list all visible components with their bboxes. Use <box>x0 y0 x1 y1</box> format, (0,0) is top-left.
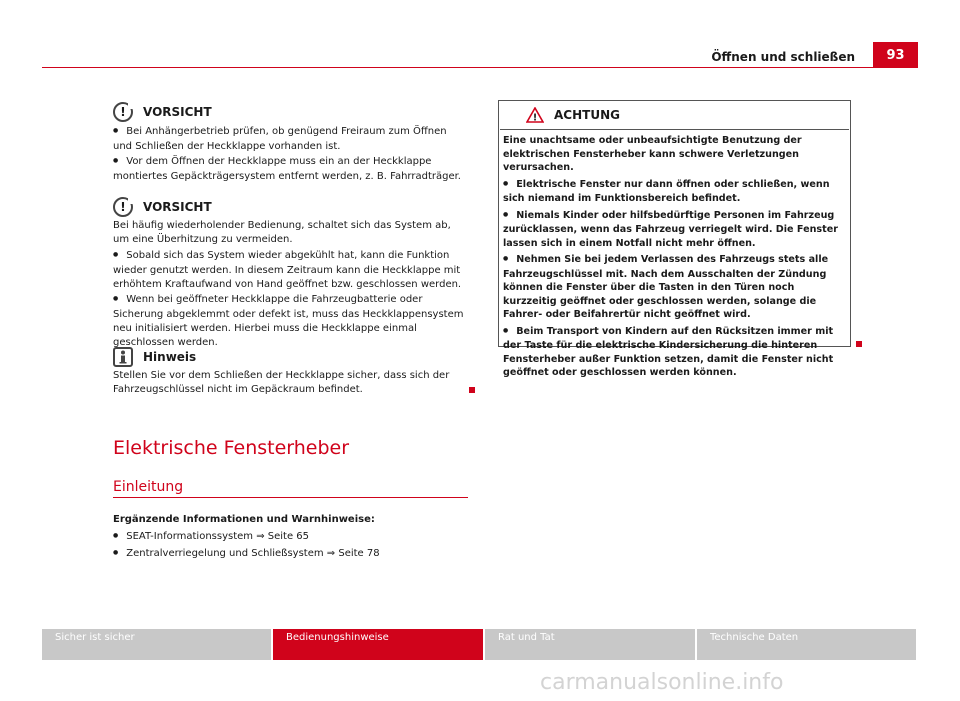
warning-bullet-3-text: Nehmen Sie bei jedem Verlassen des Fahrzeugs stets alle Fahrzeugschlüssel mit. Nach dem Ausschalten der Zündung können die Fenster über die Tasten in den Türen noch kurzzeitig geöffnet oder geschlossen werden, solange die Fahrer- oder Beifahrertür nicht geöffnet wird. <box>503 254 829 320</box>
caution-heading-1 <box>113 102 212 122</box>
warning-body <box>499 130 850 380</box>
warning-bullet-1 <box>503 178 844 206</box>
caution-2-bullet-2-text: Wenn bei geöffneter Heckklappe die Fahrzeugbatterie oder Sicherung abgeklemmt oder defekt ist, muss das Heckklappensystem neu initialisiert werden. Hierbei muss die Heckklappe einmal geschlossen werden. <box>113 294 464 348</box>
warning-title: ACHTUNG <box>554 108 620 122</box>
footer-navigation <box>42 629 918 660</box>
caution-2-intro: Bei häufig wiederholender Bedienung, schaltet sich das System ab, um eine Überhitzung zu vermeiden. <box>113 220 451 245</box>
note-title: Hinweis <box>143 350 197 364</box>
cross-reference-1-text[interactable]: SEAT-Informationssystem ⇒ Seite 65 <box>126 531 310 542</box>
caution-title: VORSICHT <box>143 200 212 214</box>
footer-tab-technik[interactable]: Technische Daten <box>697 629 916 660</box>
subsection-rule <box>113 497 468 498</box>
note-heading <box>113 347 196 367</box>
cross-reference-2-text[interactable]: Zentralverriegelung und Schließsystem ⇒ Seite 78 <box>126 548 380 559</box>
warning-triangle-icon <box>526 107 544 123</box>
warning-box <box>498 100 851 378</box>
warning-bullet-2 <box>503 209 844 251</box>
note-text: Stellen Sie vor dem Schließen der Heckklappe sicher, dass sich der Fahrzeugschlüssel nicht im Gepäckraum befindet. <box>113 370 450 395</box>
warning-bullet-4-text: Beim Transport von Kindern auf den Rücksitzen immer mit der Taste für die elektrische Kindersicherung die hinteren Fensterheber außer Funktion setzen, damit die Fenster nicht geöffnet oder geschlossen werden können. <box>503 325 834 378</box>
caution-2-bullet-1-text: Sobald sich das System wieder abgekühlt hat, kann die Funktion wieder genutzt werden. In diesem Zeitraum kann die Heckklappe mit erhöhtem Kraftaufwand von Hand geöffnet bzw. geschlossen werden. <box>113 250 462 290</box>
footer-tab-bedienung[interactable]: Bedienungshinweise <box>273 629 483 660</box>
caution-1-bullet-2 <box>113 155 468 184</box>
chapter-title: Öffnen und schließen <box>711 50 855 64</box>
caution-1-bullet-1-text: Bei Anhängerbetrieb prüfen, ob genügend Freiraum zum Öffnen und Schließen der Heckklappe vorhanden ist. <box>113 126 447 152</box>
caution-heading-2 <box>113 197 212 217</box>
warning-bullet-2-text: Niemals Kinder oder hilfsbedürftige Personen im Fahrzeug zurücklassen, wenn das Fahrzeug verriegelt wird. Die Fenster lassen sich in einem Notfall nicht mehr öffnen. <box>503 209 838 249</box>
cross-reference-2[interactable] <box>113 547 380 562</box>
note-icon <box>113 347 133 367</box>
warning-bullet-3 <box>503 253 844 322</box>
warning-intro: Eine unachtsame oder unbeaufsichtigte Benutzung der elektrischen Fensterheber kann schwere Verletzungen verursachen. <box>503 135 802 173</box>
section-end-marker <box>469 387 475 393</box>
note-icon-graphic <box>117 350 129 364</box>
warning-header <box>499 101 850 129</box>
section-end-marker <box>856 341 862 347</box>
watermark: carmanualsonline.info <box>540 670 784 695</box>
caution-title: VORSICHT <box>143 105 212 119</box>
caution-1-bullet-1 <box>113 125 468 154</box>
caution-icon <box>113 102 133 122</box>
caution-2-bullet-1 <box>113 249 468 292</box>
caution-2-bullet-2 <box>113 293 468 350</box>
page-number: 93 <box>873 42 918 68</box>
footer-tab-rat[interactable]: Rat und Tat <box>485 629 695 660</box>
caution-1-bullet-2-text: Vor dem Öffnen der Heckklappe muss ein an der Heckklappe montiertes Gepäckträgersystem entfernt werden, z. B. Fahrradträger. <box>113 156 461 182</box>
warning-bullet-1-text: Elektrische Fenster nur dann öffnen oder schließen, wenn sich niemand im Funktionsbereich befindet. <box>503 178 830 204</box>
cross-reference-1[interactable] <box>113 530 309 545</box>
warning-triangle-glyph: ! <box>532 112 538 123</box>
header-rule <box>42 67 873 68</box>
section-title: Elektrische Fensterheber <box>113 437 350 459</box>
caution-icon-glyph: ! <box>120 200 126 214</box>
footer-tab-sicher[interactable]: Sicher ist sicher <box>42 629 271 660</box>
caution-icon <box>113 197 133 217</box>
caution-icon-glyph: ! <box>120 105 126 119</box>
intro-bold: Ergänzende Informationen und Warnhinweise: <box>113 514 375 525</box>
warning-bullet-4 <box>503 325 844 380</box>
subsection-title: Einleitung <box>113 479 184 495</box>
